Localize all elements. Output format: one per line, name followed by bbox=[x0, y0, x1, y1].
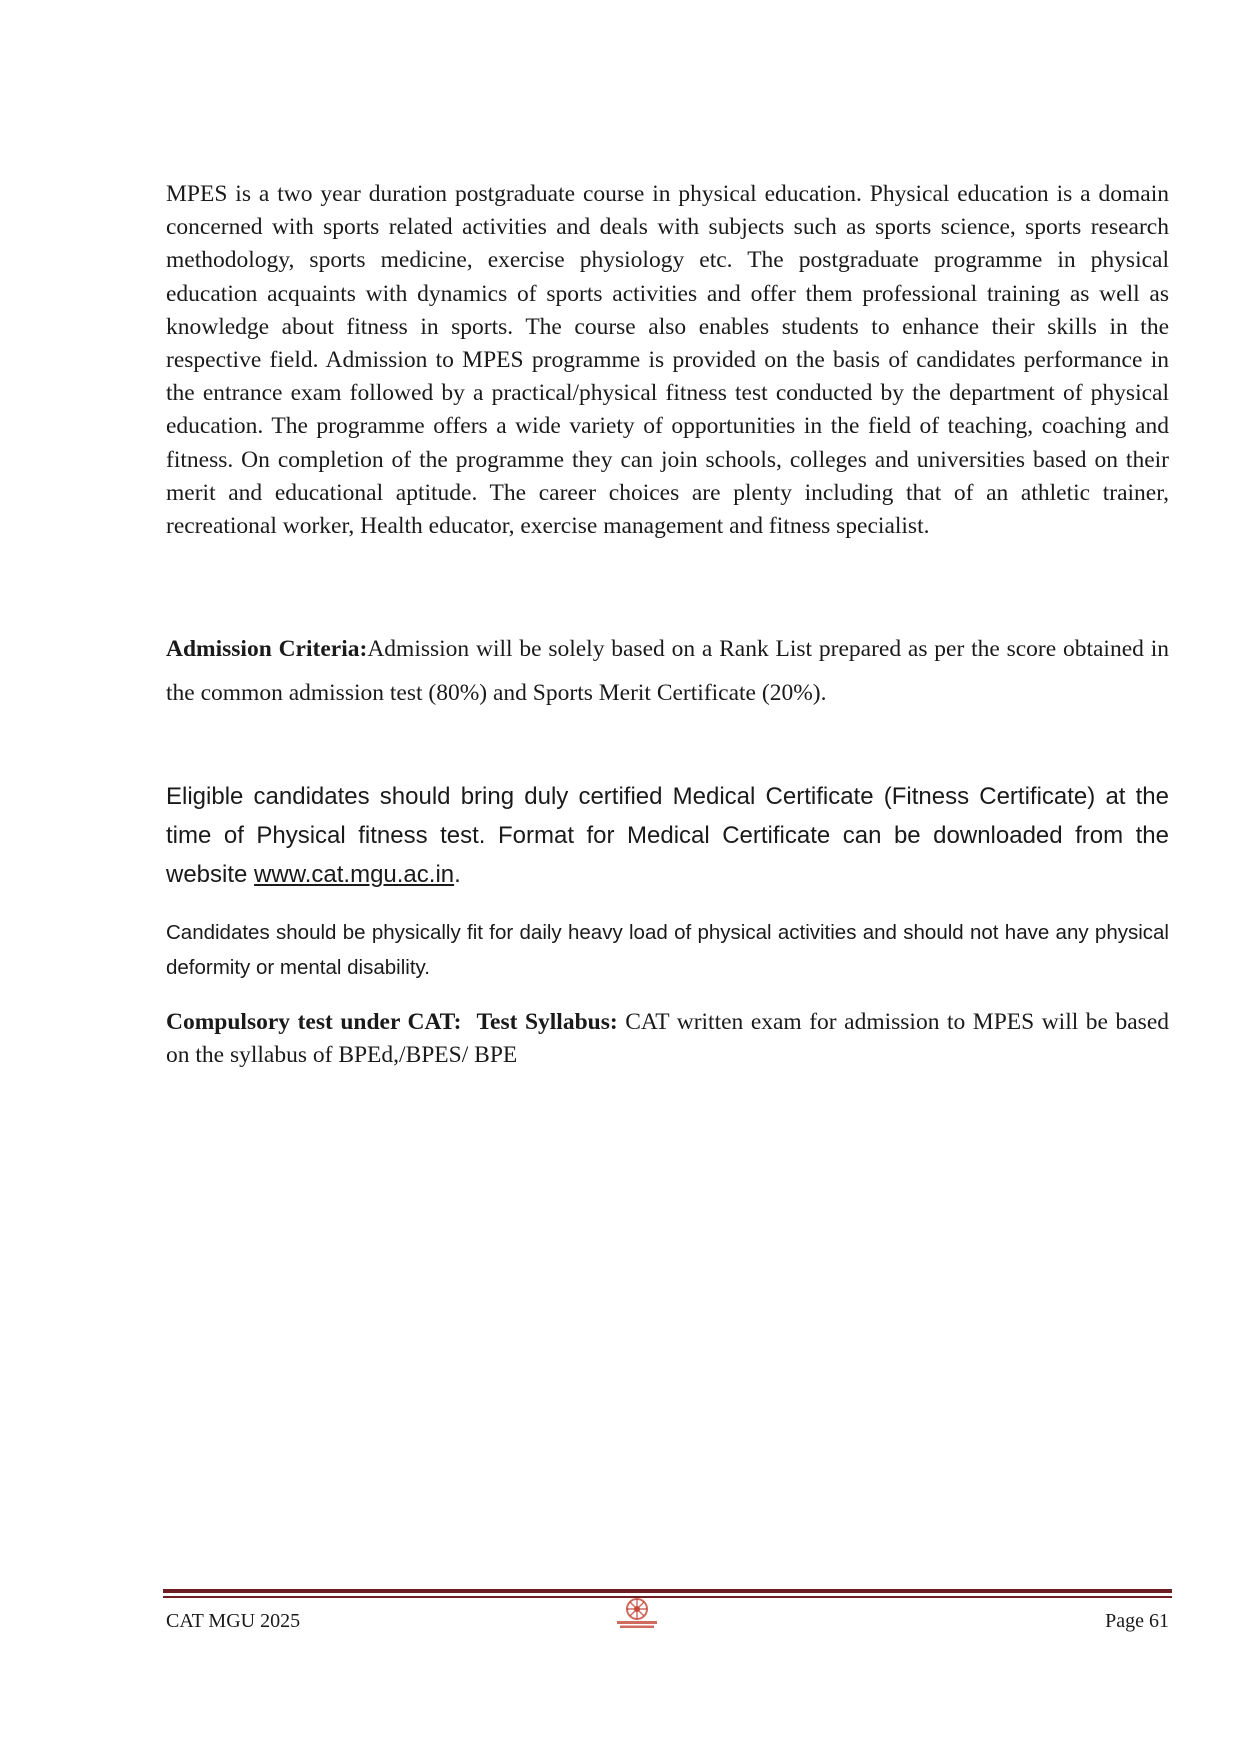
footer-rule-thick bbox=[163, 1589, 1172, 1593]
admission-criteria-text: Admission will be solely based on a Rank List prepared as per the score obtained in the common admission test (80%) and Sports Merit Certificate (20%). bbox=[166, 636, 1169, 706]
admission-criteria-paragraph bbox=[166, 627, 1169, 715]
intro-paragraph: MPES is a two year duration postgraduate course in physical education. Physical education is a domain concerned with sports related activities and deals with subjects such as sports science, sports research methodology, sports medicine, exercise physiology etc. The postgraduate programme in physical education acquaints with dynamics of sports activities and offer them professional training as well as knowledge about fitness in sports. The course also enables students to enhance their skills in the respective field. Admission to MPES programme is provided on the basis of candidates performance in the entrance exam followed by a practical/physical fitness test conducted by the department of physical education. The programme offers a wide variety of opportunities in the field of teaching, coaching and fitness. On completion of the programme they can join schools, colleges and universities based on their merit and educational aptitude. The career choices are plenty including that of an athletic trainer, recreational worker, Health educator, exercise management and fitness specialist. bbox=[166, 181, 1169, 540]
test-syllabus-label: Test Syllabus: bbox=[476, 1009, 618, 1035]
footer-title: CAT MGU 2025 bbox=[166, 1610, 301, 1632]
compulsory-test-label: Compulsory test under CAT: bbox=[166, 1009, 462, 1035]
medical-certificate-paragraph bbox=[166, 777, 1169, 894]
test-syllabus-text: CAT written exam for admission to MPES will be based on the syllabus of BPEd,/BPES/ BPE bbox=[166, 1009, 1170, 1068]
medical-certificate-text: Eligible candidates should bring duly certified Medical Certificate (Fitness Certificate) at the time of Physical fitness test. Format for Medical Certificate can be downloaded from the website bbox=[166, 783, 1169, 888]
medical-certificate-end: . bbox=[454, 861, 461, 888]
footer-rule-thin bbox=[163, 1596, 1172, 1598]
fitness-note-paragraph: Candidates should be physically fit for daily heavy load of physical activities and should not have any physical deformity or mental disability. bbox=[166, 921, 1169, 979]
website-link[interactable]: www.cat.mgu.ac.in bbox=[254, 861, 455, 888]
university-emblem-icon bbox=[614, 1596, 660, 1630]
admission-criteria-label: Admission Criteria: bbox=[166, 636, 368, 662]
test-syllabus-paragraph bbox=[166, 1006, 1169, 1072]
page-number: Page 61 bbox=[1105, 1610, 1169, 1632]
